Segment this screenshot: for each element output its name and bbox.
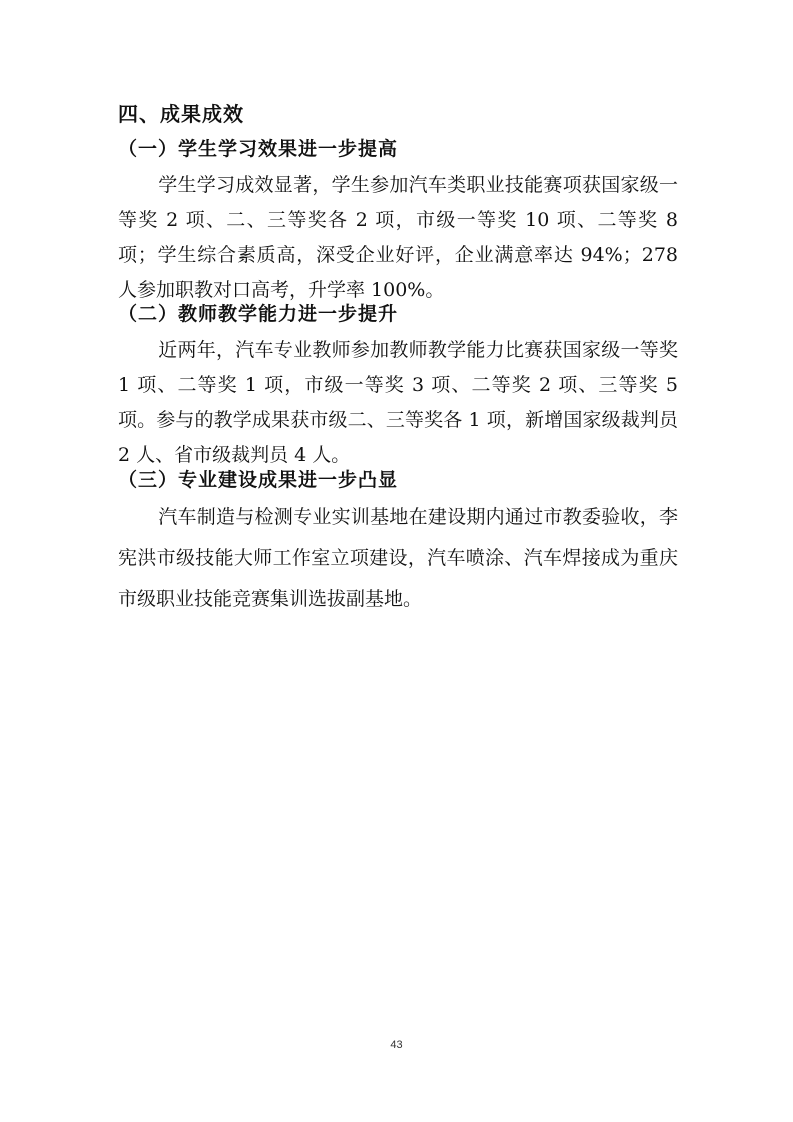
subsection-heading-1: （一）学生学习效果进一步提高 xyxy=(118,138,399,160)
section-title: 四、成果成效 xyxy=(118,102,244,126)
subsection-heading-2: （二）教师教学能力进一步提升 xyxy=(118,303,399,325)
subsection-body-1 xyxy=(118,168,678,308)
subsection-body-3 xyxy=(118,497,678,620)
subsection-body-3-text: 汽车制造与检测专业实训基地在建设期内通过市教委验收，李宪洪市级技能大师工作室立项建设，汽车喷涂、汽车焊接成为重庆市级职业技能竞赛集训选拔副基地。 xyxy=(118,506,678,610)
subsection-body-1-text: 学生学习成效显著，学生参加汽车类职业技能赛项获国家级一等奖 2 项、二、三等奖各 2 项，市级一等奖 10 项、二等奖 8 项；学生综合素质高，深受企业好评，企业满意率达 94%；278 人参加职教对口高考，升学率 100%。 xyxy=(118,174,678,301)
page-number: 43 xyxy=(390,1039,403,1051)
subsection-heading-3: （三）专业建设成果进一步凸显 xyxy=(118,469,399,491)
subsection-body-2 xyxy=(118,333,678,473)
subsection-body-2-text: 近两年，汽车专业教师参加教师教学能力比赛获国家级一等奖 1 项、二等奖 1 项，市级一等奖 3 项、二等奖 2 项、三等奖 5 项。参与的教学成果获市级二、三等奖各 1 项，新增国家级裁判员 2 人、省市级裁判员 4 人。 xyxy=(118,339,678,466)
